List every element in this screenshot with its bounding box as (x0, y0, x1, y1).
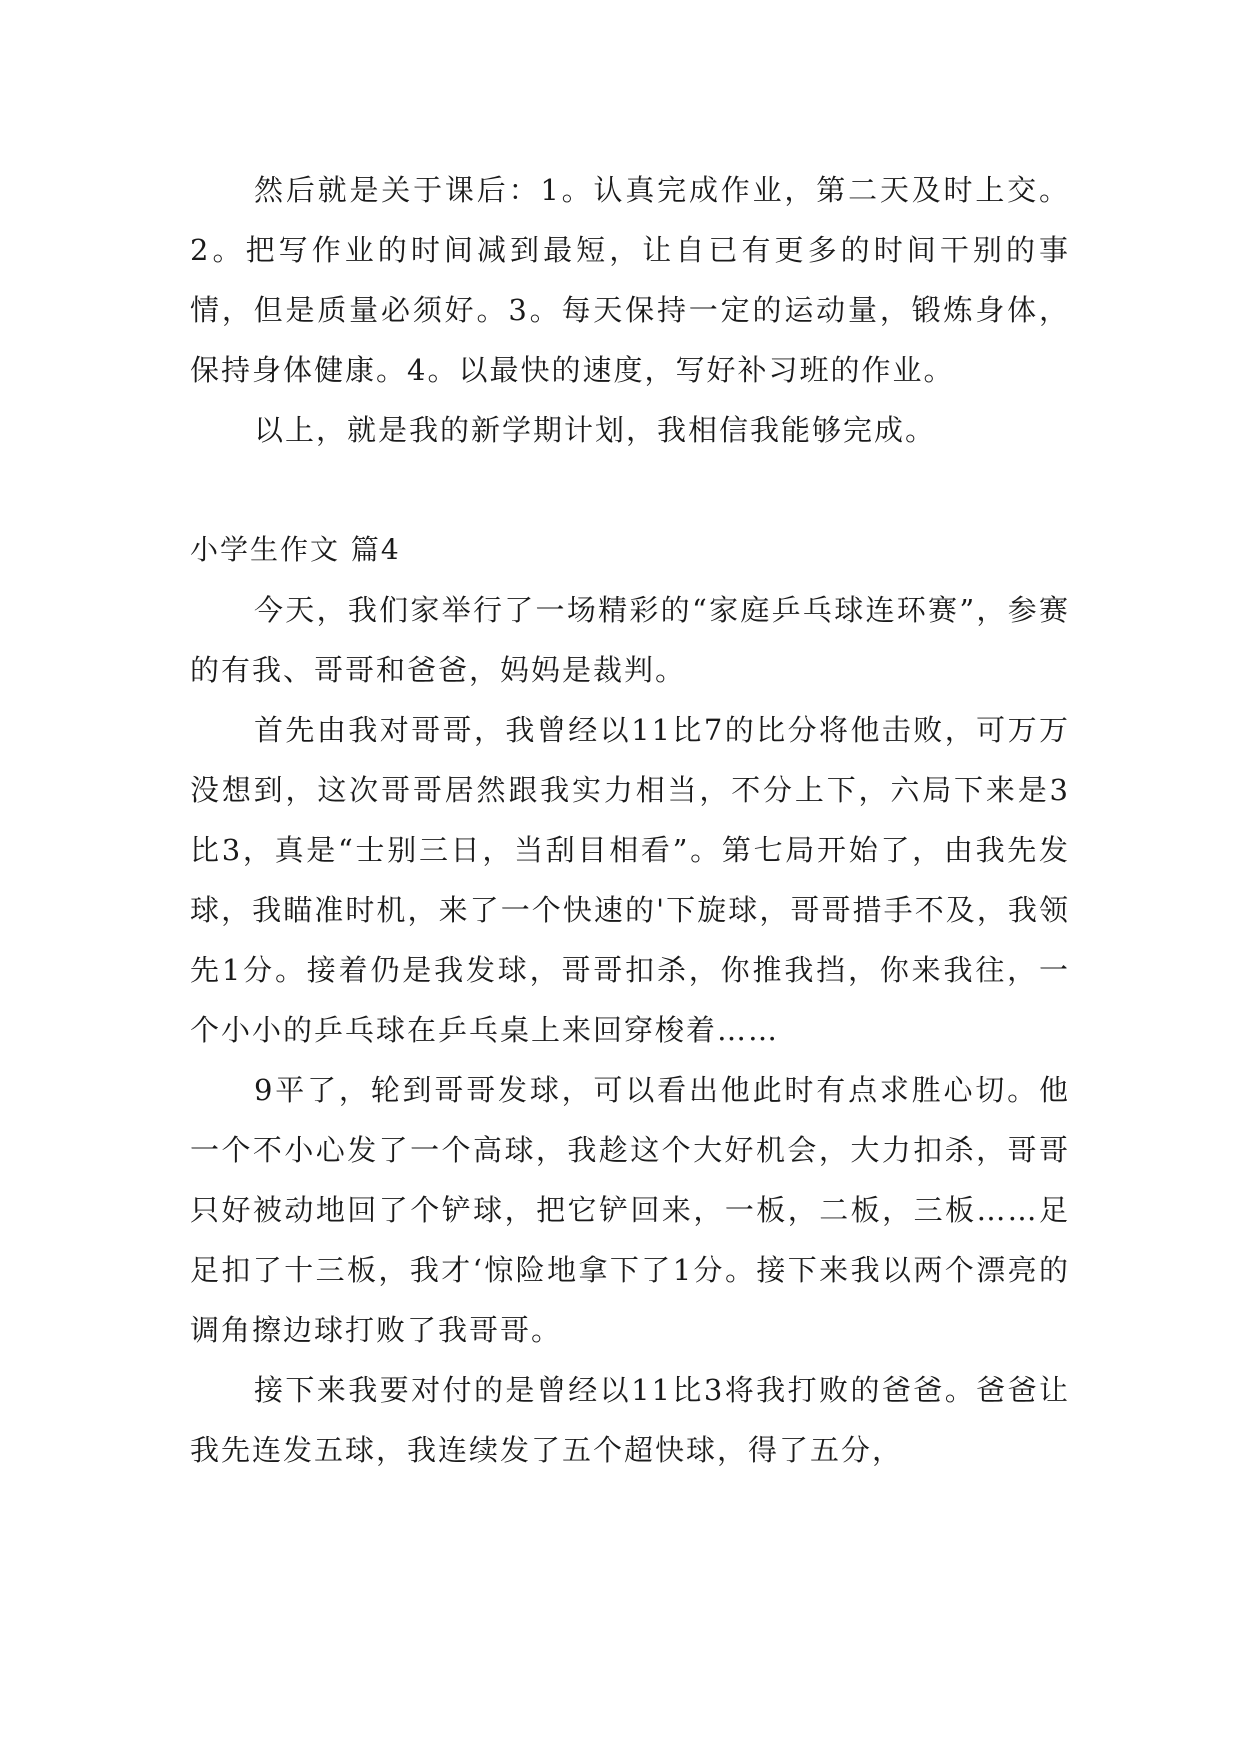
paragraph-match-father: 接下来我要对付的是曾经以11比3将我打败的爸爸。爸爸让我先连发五球，我连续发了五个超快球，得了五分， (190, 1373, 1070, 1467)
paragraph-tie-break: 9平了，轮到哥哥发球，可以看出他此时有点求胜心切。他一个不小心发了一个高球，我趁这个大好机会，大力扣杀，哥哥只好被动地回了个铲球，把它铲回来，一板，二板，三板……足足扣了十三板，我才‘惊险地拿下了1分。接下来我以两个漂亮的调角擦边球打败了我哥哥。 (190, 1073, 1070, 1347)
paragraph-after-class-plan: 然后就是关于课后：1。认真完成作业，第二天及时上交。2。把写作业的时间减到最短，让自已有更多的时间干别的事情，但是质量必须好。3。每天保持一定的运动量，锻炼身体，保持身体健康。4。以最快的速度，写好补习班的作业。 (190, 173, 1070, 387)
paragraph-match-brother: 首先由我对哥哥，我曾经以11比7的比分将他击败，可万万没想到，这次哥哥居然跟我实力相当，不分上下，六局下来是3比3，真是“士别三日，当刮目相看”。第七局开始了，由我先发球，我瞄准时机，来了一个快速的'下旋球，哥哥措手不及，我领先1分。接着仍是我发球，哥哥扣杀，你推我挡，你来我往，一个小小的乒乓球在乒乓桌上来回穿梭着…… (190, 713, 1070, 1047)
document-body (190, 160, 1070, 1480)
paragraph-intro: 今天，我们家举行了一场精彩的“家庭乒乓球连环赛”，参赛的有我、哥哥和爸爸，妈妈是裁判。 (190, 593, 1070, 687)
paragraph-plan-conclusion: 以上，就是我的新学期计划，我相信我能够完成。 (254, 413, 937, 447)
section-spacer (190, 460, 1070, 520)
section-title: 小学生作文 篇4 (190, 533, 401, 566)
